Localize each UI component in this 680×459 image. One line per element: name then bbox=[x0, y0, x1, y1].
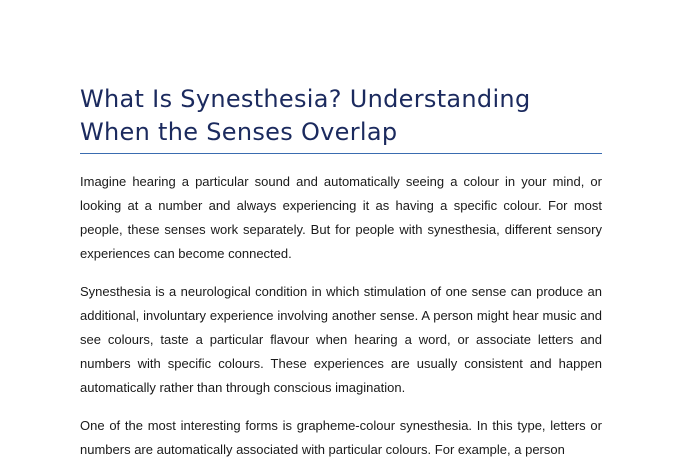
document-page bbox=[80, 0, 602, 459]
paragraph-grapheme-colour: One of the most interesting forms is grapheme-colour synesthesia. In this type, letters or numbers are automatically associated with particular colours. For example, a person bbox=[80, 418, 602, 457]
title-divider bbox=[80, 153, 602, 154]
paragraph-definition: Synesthesia is a neurological condition in which stimulation of one sense can produce an additional, involuntary experience involving another sense. A person might hear music and see colours, taste a particular flavour when hearing a word, or associate letters and numbers with specific colours. These experiences are usually consistent and happen automatically rather than through conscious imagination. bbox=[80, 284, 602, 395]
paragraph-intro: Imagine hearing a particular sound and automatically seeing a colour in your mind, or looking at a number and always experiencing it as having a specific colour. For most people, these senses work separately. But for people with synesthesia, different sensory experiences can become connected. bbox=[80, 174, 602, 261]
article-title: What Is Synesthesia? Understanding When the Senses Overlap bbox=[80, 85, 531, 146]
